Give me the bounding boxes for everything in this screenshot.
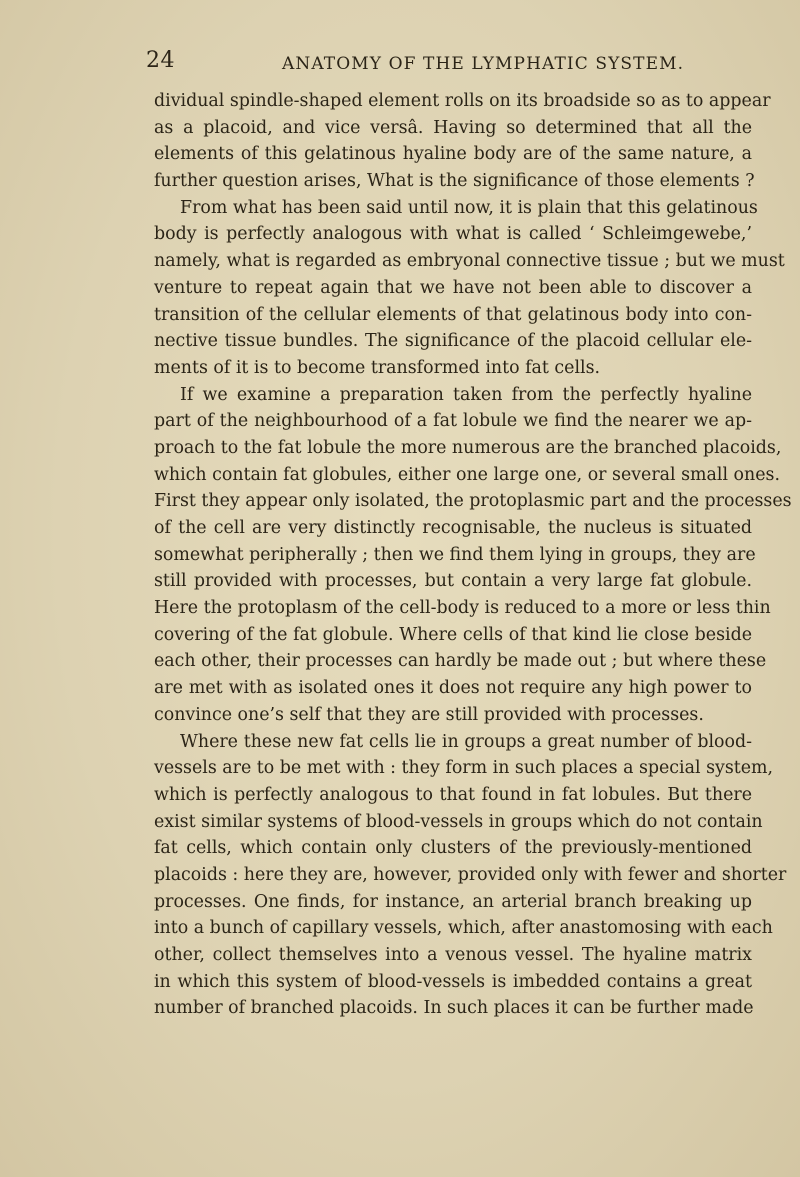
text-line: transition of the cellular elements of that gelatinous body into con- — [154, 304, 752, 325]
text-line: First they appear only isolated, the protoplasmic part and the processes — [154, 491, 792, 512]
text-line: somewhat peripherally ; then we find them lying in groups, they are — [154, 544, 756, 565]
paragraph-first-line: From what has been said until now, it is plain that this gelatinous — [180, 197, 758, 218]
text-line: into a bunch of capillary vessels, which, after anastomosing with each — [154, 918, 773, 939]
text-line: other, collect themselves into a venous vessel. The hyaline matrix — [154, 945, 752, 965]
text-line: namely, what is regarded as embryonal connective tissue ; but we must — [154, 251, 785, 272]
text-line: nective tissue bundles. The significance of the placoid cellular ele- — [154, 331, 752, 352]
text-line: venture to repeat again that we have not been able to discover a — [154, 277, 752, 298]
text-line: body is perfectly analogous with what is called ‘ Schleimgewebe,’ — [154, 224, 752, 245]
body-text — [154, 88, 792, 1022]
text-line: exist similar systems of blood-vessels in groups which do not contain — [154, 811, 763, 832]
text-line: which is perfectly analogous to that found in fat lobules. But there — [154, 784, 752, 805]
page-number: 24 — [146, 48, 175, 73]
paragraph-last-line: convince one’s self that they are still provided with processes. — [154, 704, 704, 725]
text-line: elements of this gelatinous hyaline body are of the same nature, a — [154, 144, 752, 165]
text-line: part of the neighbourhood of a fat lobule we find the nearer we ap- — [154, 411, 752, 432]
text-line: still provided with processes, but contain a very large fat globule. — [154, 571, 752, 592]
text-line: vessels are to be met with : they form in such places a special system, — [154, 758, 774, 779]
text-line: further question arises, What is the significance of those elements ? — [154, 171, 755, 192]
text-line: dividual spindle-shaped element rolls on its broadside so as to appear — [154, 91, 771, 111]
text-line: Here the protoplasm of the cell-body is reduced to a more or less thin — [154, 598, 771, 619]
text-line: each other, their processes can hardly be made out ; but where these — [154, 651, 767, 672]
text-line: which contain fat globules, either one large one, or several small ones. — [154, 464, 780, 485]
text-line: fat cells, which contain only clusters of the previously-mentioned — [154, 838, 752, 859]
paragraph-first-line: Where these new fat cells lie in groups a great number of blood- — [180, 731, 752, 752]
text-line: in which this system of blood-vessels is imbedded contains a great — [154, 971, 752, 992]
text-line: processes. One finds, for instance, an arterial branch breaking up — [154, 891, 752, 912]
paragraph-first-line: If we examine a preparation taken from the perfectly hyaline — [180, 384, 752, 405]
page-header — [0, 48, 800, 78]
text-line: as a placoid, and vice versâ. Having so determined that all the — [154, 117, 752, 138]
text-line: are met with as isolated ones it does not require any high power to — [154, 678, 752, 699]
text-line: covering of the fat globule. Where cells of that kind lie close beside — [154, 624, 752, 645]
text-line: of the cell are very distinctly recognisable, the nucleus is situated — [154, 518, 752, 538]
running-head: ANATOMY OF THE LYMPHATIC SYSTEM. — [282, 54, 685, 74]
paragraph-last-line: ments of it is to become transformed into fat cells. — [154, 357, 601, 378]
text-line: placoids : here they are, however, provided only with fewer and shorter — [154, 864, 787, 885]
text-line: proach to the fat lobule the more numerous are the branched placoids, — [154, 437, 782, 458]
text-line: number of branched placoids. In such places it can be further made — [154, 998, 754, 1019]
